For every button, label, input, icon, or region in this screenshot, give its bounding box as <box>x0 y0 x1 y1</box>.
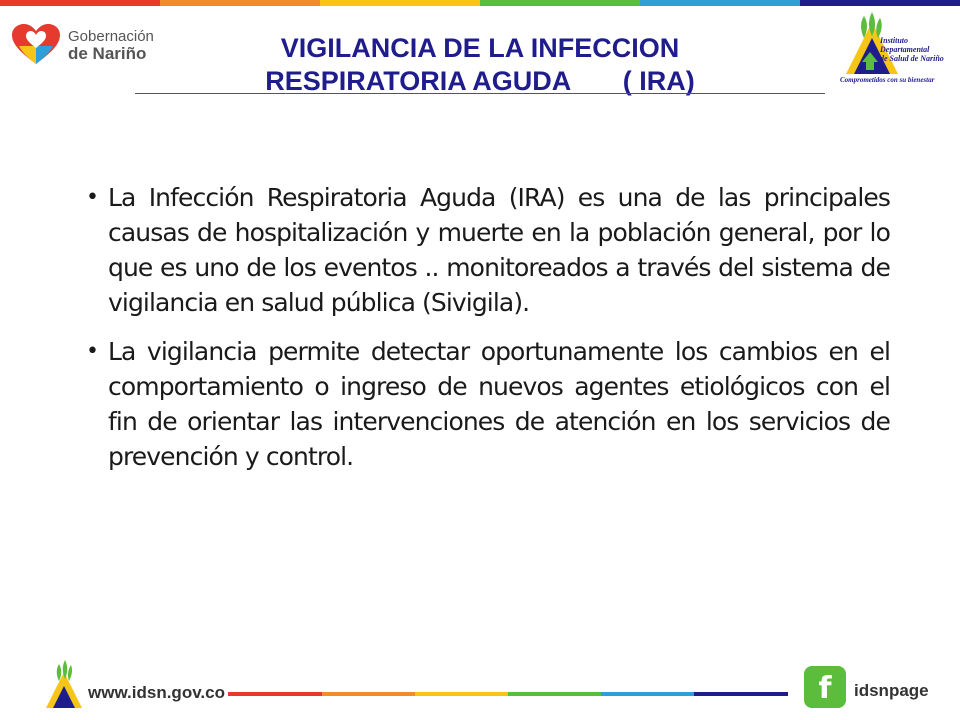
bullet-dot-icon: • <box>86 339 99 364</box>
heart-logo-icon <box>10 22 62 66</box>
gob-logo-line2: de Nariño <box>68 44 147 63</box>
bullet-text-1: La Infección Respiratoria Aguda (IRA) es una de las principales causas de hospitalización y muerte en la población general, por lo que es uno de los eventos .. monitoreados a través del sistema de vigilancia en salud pública (Sivigila). <box>108 183 890 317</box>
idsn-slogan: Comprometidos con su bienestar <box>840 76 935 84</box>
bullet-list <box>86 180 890 488</box>
idsn-logo-line2: Departamental <box>880 45 930 54</box>
top-color-stripe <box>0 0 960 6</box>
bullet-item-1 <box>86 180 890 320</box>
bullet-text-2: La vigilancia permite detectar oportunamente los cambios en el comportamiento o ingreso de nuevos agentes etiológicos con el fin de orientar las intervenciones de atención en los servicios de prevención y control. <box>108 337 890 471</box>
facebook-icon[interactable]: f <box>804 666 846 708</box>
idsn-logo-line1: Instituto <box>880 36 909 45</box>
title-line-2: RESPIRATORIA AGUDA ( IRA) <box>265 66 695 96</box>
page-title <box>130 32 830 98</box>
footer-idsn-logo-icon <box>44 660 84 710</box>
bullet-item-2 <box>86 334 890 474</box>
facebook-handle-link[interactable]: idsnpage <box>854 681 929 700</box>
title-underline <box>135 93 825 94</box>
footer-website-link[interactable]: www.idsn.gov.co <box>88 683 225 702</box>
idsn-logo-line3: de Salud de Nariño <box>880 54 944 63</box>
gob-logo-line1: Gobernación <box>68 28 154 45</box>
idsn-logo <box>838 10 953 85</box>
title-line-1: VIGILANCIA DE LA INFECCION <box>280 33 680 63</box>
footer-color-stripe <box>228 692 788 696</box>
bullet-dot-icon: • <box>86 185 99 210</box>
